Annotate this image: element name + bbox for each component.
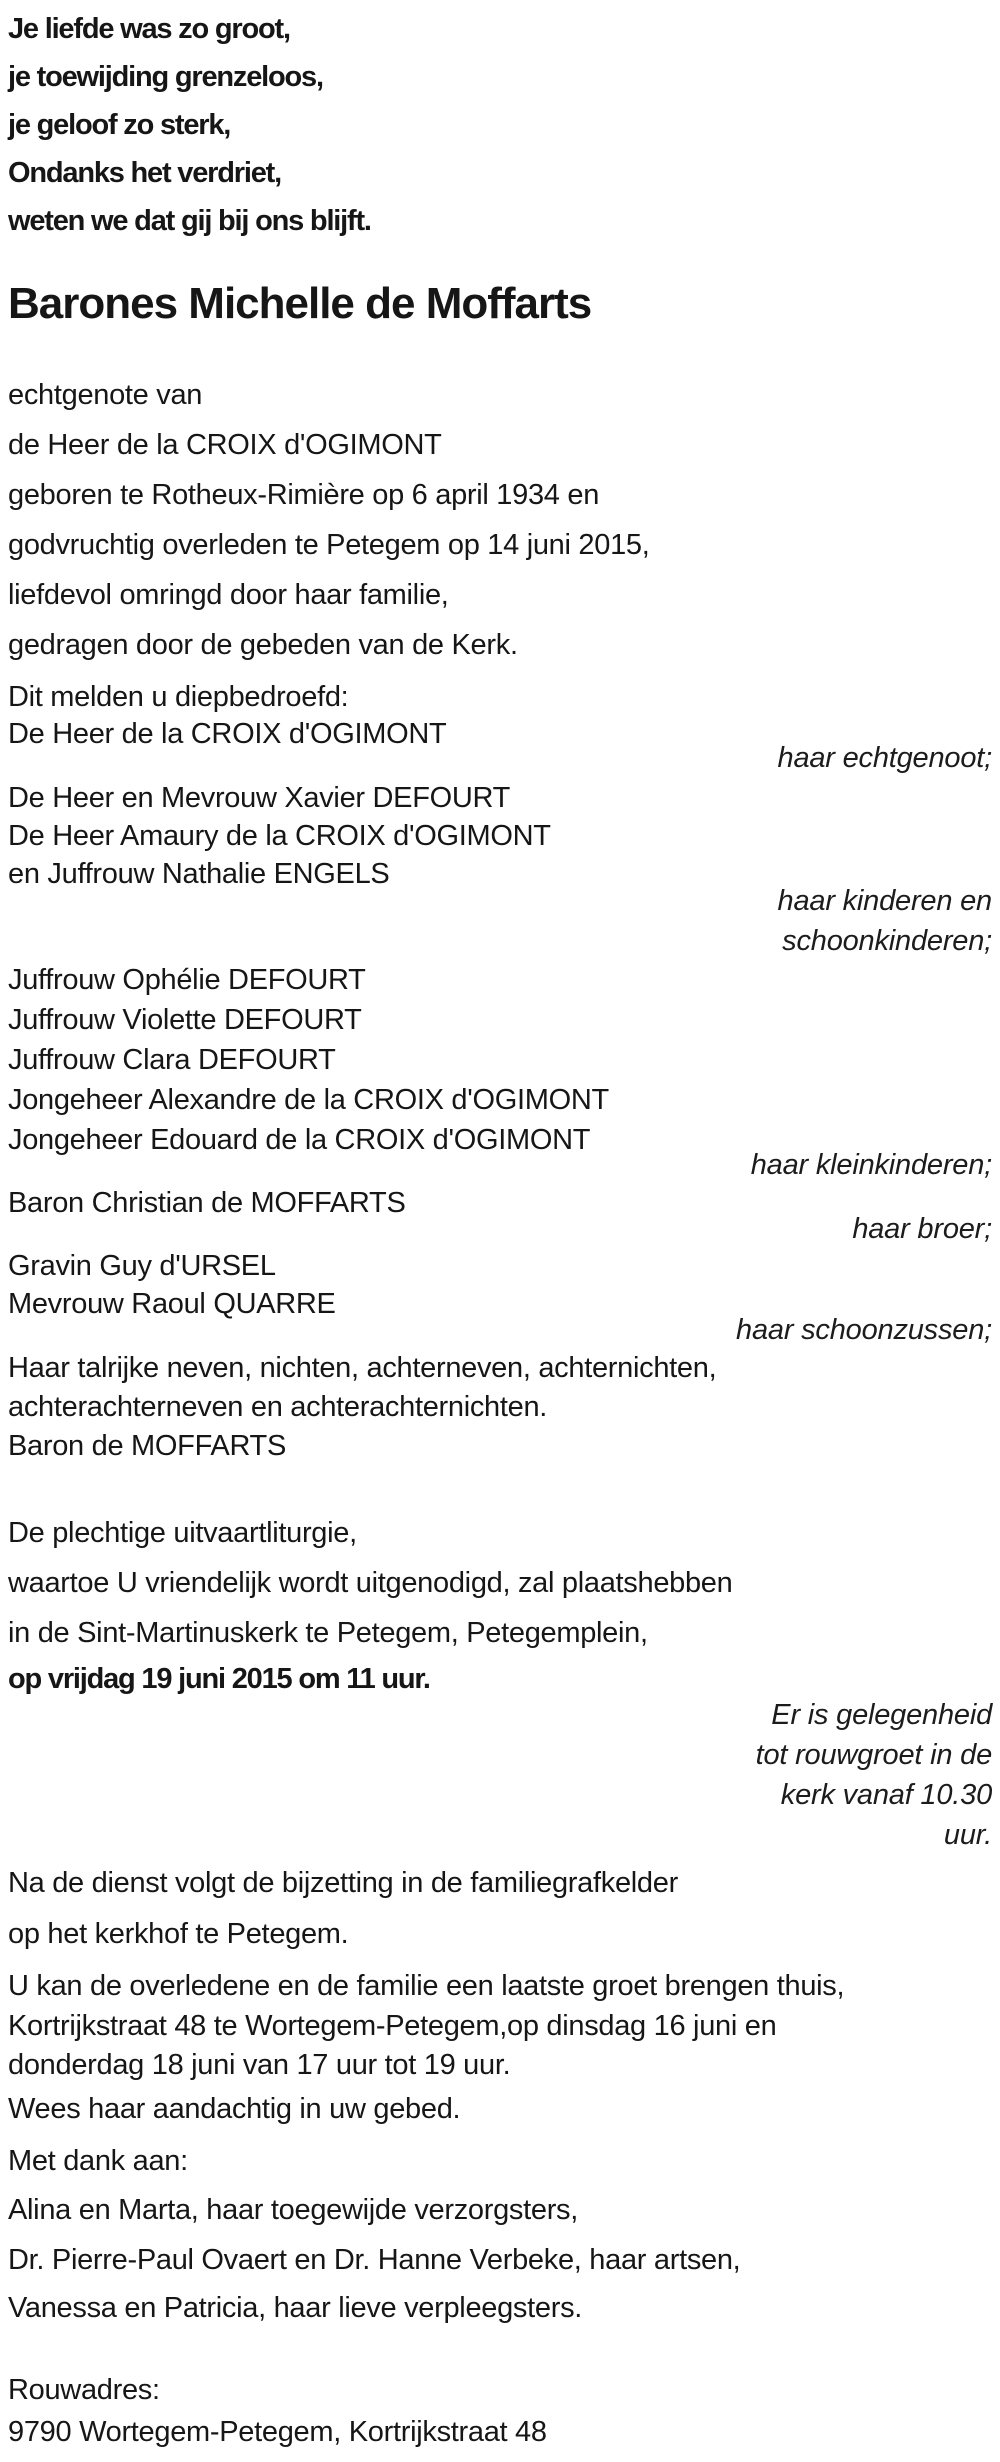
relation-sisters-in-law: haar schoonzussen; xyxy=(736,1314,992,1346)
mourner-brother: Baron Christian de MOFFARTS xyxy=(8,1187,406,1219)
intro-line-4: godvruchtig overleden te Petegem op 14 juni 2015, xyxy=(8,529,650,561)
service-line-1: De plechtige uitvaartliturgie, xyxy=(8,1517,357,1549)
visitation-line-1: U kan de overledene en de familie een laatste groet brengen thuis, xyxy=(8,1970,845,2002)
mourner-sister-in-law-2: Mevrouw Raoul QUARRE xyxy=(8,1288,336,1320)
relation-brother: haar broer; xyxy=(852,1213,992,1245)
burial-line-1: Na de dienst volgt de bijzetting in de familiegrafkelder xyxy=(8,1867,678,1899)
service-line-2: waartoe U vriendelijk wordt uitgenodigd, zal plaatshebben xyxy=(8,1567,733,1599)
mourner-grandchild-5: Jongeheer Edouard de la CROIX d'OGIMONT xyxy=(8,1124,591,1156)
mourning-address-value: 9790 Wortegem-Petegem, Kortrijkstraat 48 xyxy=(8,2416,547,2448)
mourner-grandchild-2: Juffrouw Violette DEFOURT xyxy=(8,1004,362,1036)
greeting-note-4: uur. xyxy=(943,1819,992,1851)
mourner-child-1: De Heer en Mevrouw Xavier DEFOURT xyxy=(8,782,511,814)
deceased-name-title: Barones Michelle de Moffarts xyxy=(8,279,592,328)
mourner-sister-in-law-1: Gravin Guy d'URSEL xyxy=(8,1250,276,1282)
visitation-line-3: donderdag 18 juni van 17 uur tot 19 uur. xyxy=(8,2049,511,2081)
thanks-line-1: Alina en Marta, haar toegewijde verzorgsters, xyxy=(8,2194,579,2226)
mourner-family-1: Haar talrijke neven, nichten, achterneven, achternichten, xyxy=(8,1352,717,1384)
mourner-grandchild-4: Jongeheer Alexandre de la CROIX d'OGIMONT xyxy=(8,1084,609,1116)
mourner-family-3: Baron de MOFFARTS xyxy=(8,1430,287,1462)
mourners-heading: Dit melden u diepbedroefd: xyxy=(8,681,349,713)
mourning-address-heading: Rouwadres: xyxy=(8,2374,160,2406)
relation-children-1: haar kinderen en xyxy=(777,885,992,917)
relation-grandchildren: haar kleinkinderen; xyxy=(750,1149,992,1181)
mourner-grandchild-1: Juffrouw Ophélie DEFOURT xyxy=(8,964,366,996)
prayer-line: Wees haar aandachtig in uw gebed. xyxy=(8,2093,461,2125)
poem-line-1: Je liefde was zo groot, xyxy=(8,13,290,45)
thanks-heading: Met dank aan: xyxy=(8,2145,188,2177)
intro-line-5: liefdevol omringd door haar familie, xyxy=(8,579,449,611)
thanks-line-2: Dr. Pierre-Paul Ovaert en Dr. Hanne Verbeke, haar artsen, xyxy=(8,2244,741,2276)
service-datetime: op vrijdag 19 juni 2015 om 11 uur. xyxy=(8,1663,430,1695)
greeting-note-2: tot rouwgroet in de xyxy=(755,1739,992,1771)
burial-line-2: op het kerkhof te Petegem. xyxy=(8,1918,349,1950)
relation-children-2: schoonkinderen; xyxy=(782,925,992,957)
intro-line-3: geboren te Rotheux-Rimière op 6 april 1934 en xyxy=(8,479,600,511)
intro-line-6: gedragen door de gebeden van de Kerk. xyxy=(8,629,518,661)
mourner-child-3: en Juffrouw Nathalie ENGELS xyxy=(8,858,390,890)
poem-line-2: je toewijding grenzeloos, xyxy=(8,61,323,93)
visitation-line-2: Kortrijkstraat 48 te Wortegem-Petegem,op dinsdag 16 juni en xyxy=(8,2010,777,2042)
greeting-note-3: kerk vanaf 10.30 xyxy=(780,1779,992,1811)
mourner-grandchild-3: Juffrouw Clara DEFOURT xyxy=(8,1044,336,1076)
intro-line-1: echtgenote van xyxy=(8,379,203,411)
relation-husband: haar echtgenoot; xyxy=(777,742,992,774)
poem-line-5: weten we dat gij bij ons blijft. xyxy=(8,205,371,237)
mourner-family-2: achterachterneven en achterachternichten. xyxy=(8,1391,548,1423)
intro-line-2: de Heer de la CROIX d'OGIMONT xyxy=(8,429,442,461)
service-line-3: in de Sint-Martinuskerk te Petegem, Petegemplein, xyxy=(8,1617,648,1649)
poem-line-3: je geloof zo sterk, xyxy=(8,109,231,141)
poem-line-4: Ondanks het verdriet, xyxy=(8,157,281,189)
mourner-husband: De Heer de la CROIX d'OGIMONT xyxy=(8,718,447,750)
thanks-line-3: Vanessa en Patricia, haar lieve verpleegsters. xyxy=(8,2292,583,2324)
mourner-child-2: De Heer Amaury de la CROIX d'OGIMONT xyxy=(8,820,551,852)
greeting-note-1: Er is gelegenheid xyxy=(771,1699,992,1731)
